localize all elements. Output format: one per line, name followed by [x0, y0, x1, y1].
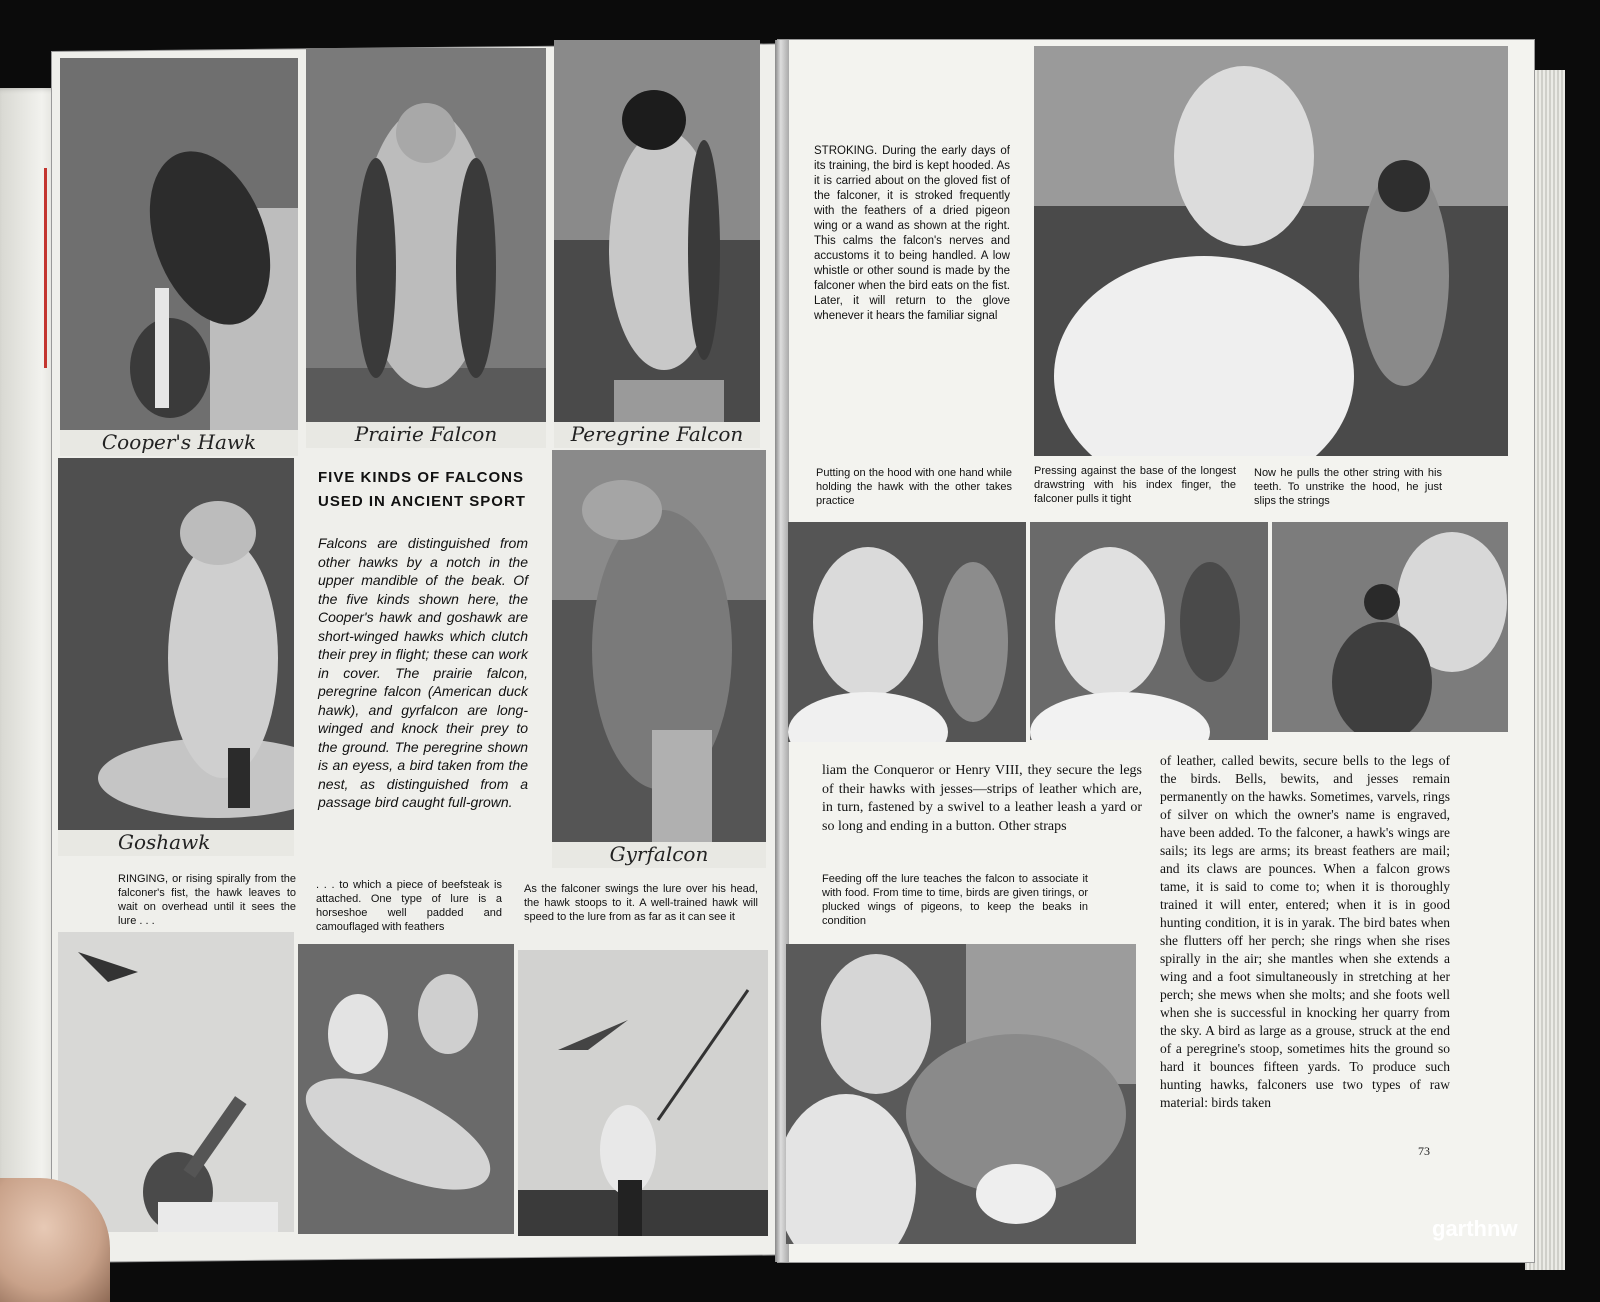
watermark: garthnw — [1432, 1216, 1518, 1241]
hood-photo-1 — [788, 522, 1026, 742]
body-column-2: of leather, called bewits, secure bells to the legs of the birds. Bells, bewits, and jesses remain permanently on the hawks. Sometimes, varvels, rings of silver on which the owner's name is engraved, have been added. To the falconer, a hawk's wings are sails; its legs are arms; its breast feathers are mail; and its claws are pounces. When a falcon grows tame, it is said to come to; when it is thoroughly trained it will enter, entered; when it is in good hunting condition, it is in yarak. The bird bates when she flutters off her perch; she rings when she rises spirally in the air; she mantles when she extends a wing and a foot simultaneously in stretching at her perch; she mews when she molts; and she foots well when she is successful in knocking her quarry from the sky. A bird as large as a grouse, struck at the end of a peregrine's stoop, sometimes hits the ground so hard it bounces fifteen yards. To produce such hunting hawks, falconers use two types of raw material: birds taken — [1160, 753, 1450, 1110]
hood-photo-3 — [1272, 522, 1508, 732]
peregrine-falcon-caption: Peregrine Falcon — [554, 422, 760, 448]
hood-caption-3: Now he pulls the other string with his teeth. To unstrike the hood, he just slips the strings — [1254, 467, 1442, 507]
prairie-falcon-photo — [306, 48, 546, 422]
goshawk-photo — [58, 458, 294, 830]
goshawk-caption: Goshawk — [58, 830, 294, 856]
lure-swing-caption: As the falconer swings the lure over his head, the hawk stoops to it. A well-trained hawk will speed to the lure from as far as it can see it — [524, 883, 758, 923]
article-headline — [318, 466, 538, 514]
prairie-falcon-caption: Prairie Falcon — [306, 422, 546, 448]
peregrine-falcon-photo — [554, 40, 760, 422]
lure-swing-photo — [518, 950, 768, 1236]
hood-caption-1: Putting on the hood with one hand while holding the hawk with the other takes practice — [816, 467, 1012, 507]
gyrfalcon-caption: Gyrfalcon — [552, 842, 766, 868]
article-body: Falcons are distinguished from other hawks by a notch in the upper mandible of the beak. Of the five kinds shown here, the Cooper's hawk and goshawk are short-winged hawks which clutch their prey in flight; these can work in cover. The prairie falcon, peregrine falcon (American duck hawk), and gyrfalcon are long-winged and knock their prey to the ground. The peregrine shown is an eyess, a bird taken from the nest, as distinguished from a passage bird caught full-grown. — [318, 535, 528, 810]
ringing-caption: RINGING, or rising spirally from the falconer's fist, the hawk leaves to wait on overhead until it sees the lure . . . — [118, 873, 296, 927]
hood-photo-2 — [1030, 522, 1268, 740]
hood-caption-2: Pressing against the base of the longest drawstring with his index finger, the falconer pulls it tight — [1034, 465, 1236, 505]
article-headline-line-1: FIVE KINDS OF FALCONS — [318, 469, 525, 486]
stroking-caption: STROKING. During the early days of its training, the bird is kept hooded. As it is carried about on the gloved fist of the falconer, it is stroked frequently with the feathers of a dried pigeon wing or a wand as shown at the right. This calms the falcon's nerves and accustoms it to being handled. A low whistle or other sound is made by the falconer when the bird eats on the fist. Later, it will return to the glove whenever it hears the familiar signal — [814, 145, 1010, 322]
page-number: 73 — [1418, 1144, 1430, 1158]
body-column-1: liam the Conqueror or Henry VIII, they secure the legs of their hawks with jesses—strips of leather which are, in turn, fastened by a swivel to a leather leash a yard or so long and ending in a button. Other straps — [822, 763, 1142, 834]
article-headline-line-2: USED IN ANCIENT SPORT — [318, 493, 526, 510]
feeding-photo — [786, 944, 1136, 1244]
coopers-hawk-caption: Cooper's Hawk — [60, 430, 298, 456]
lure-beefsteak-photo — [298, 944, 514, 1234]
gyrfalcon-photo — [552, 450, 766, 842]
ringing-photo — [58, 932, 294, 1232]
coopers-hawk-photo — [60, 58, 298, 430]
red-spine-stripe — [44, 168, 47, 368]
stroking-photo — [1034, 46, 1508, 456]
beefsteak-caption: . . . to which a piece of beefsteak is attached. One type of lure is a horseshoe well padded and camouflaged with feathers — [316, 879, 502, 933]
feeding-caption: Feeding off the lure teaches the falcon to associate it with food. From time to time, birds are given tirings, or plucked wings of pigeons, to keep the beaks in condition — [822, 873, 1088, 927]
